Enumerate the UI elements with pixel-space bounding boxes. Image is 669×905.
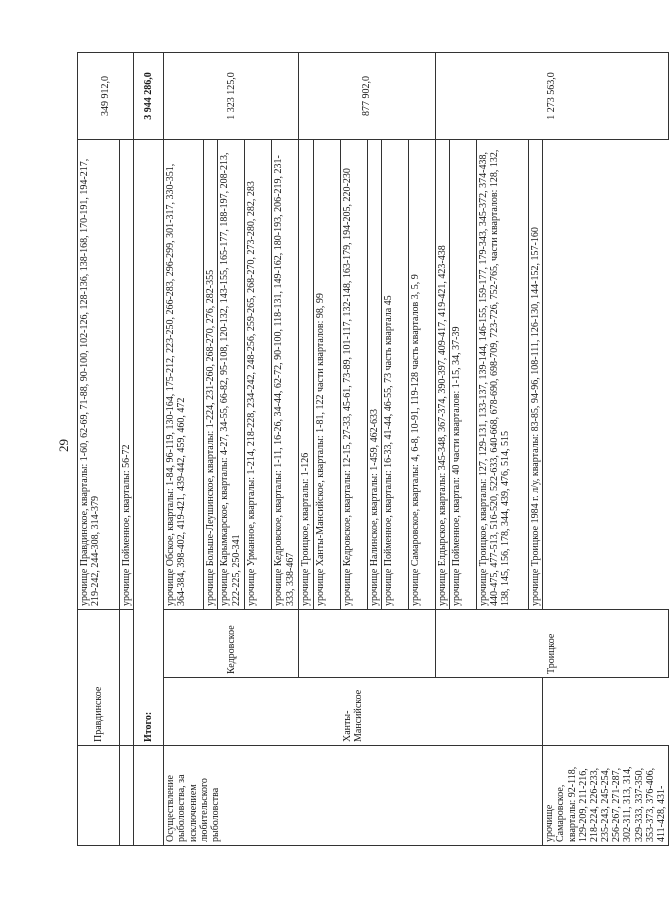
district-pravdinskoe: Правдинское (78, 610, 120, 746)
table-row (164, 53, 204, 846)
tract-cell: урочище Правдинское, кварталы: 1-60, 62-69, 71-88, 90-100, 102-126, 128-136, 138-168, 170-191, 194-217, 219-242, 244-308, 314-379 (78, 140, 120, 610)
empty-cell (78, 746, 120, 846)
area-value: 1 323 125,0 (164, 53, 299, 140)
district-troitskoe: Троицкое (435, 610, 668, 678)
rotated-table-area (77, 53, 667, 846)
area-value: 1 273 563,0 (435, 53, 668, 140)
tract-cell: урочище Кедровское, кварталы: 12-15, 27-33, 45-61, 73-89, 101-117, 132-148, 163-179, 194-205, 220-230 (340, 140, 367, 610)
table-row (78, 53, 120, 846)
tract-cell: урочище Больше-Леушинское, кварталы: 1-224, 231-260, 268-270, 276, 282-355 (204, 140, 218, 610)
municipality-khanty-mansiysky: Ханты-Мансийское (164, 678, 543, 746)
tract-cell: урочище Карымкарское, кварталы: 4-27, 34-55, 66-82, 95-108, 120-132, 143-155, 165-177, 188-197, 208-213, 222-225, 250-341 (218, 140, 245, 610)
empty-cell (120, 610, 134, 746)
tract-cell: урочище Пойменное, кварталы: 56-72 (120, 140, 134, 610)
table-row (120, 53, 134, 846)
tract-cell: урочище Самаровское, кварталы: 4, 6-8, 10-91, 119-128 часть кварталов 3, 5, 9 (408, 140, 435, 610)
tract-cell: урочище Троицкое, кварталы: 127, 129-131, 133-137, 139-144, 146-155, 159-177, 179-343, 345-372, 374-438, 440-475, 477-513, 516-520, 522-633, 640-668, 678-690, 698-709, 723-726, 752-765, части кварталов: 128, 132, 138, 145, 156, 178, 344, 439, 476, 514, 515 (476, 140, 528, 610)
tract-cell: урочище Пойменное, кварталы: 16-33, 41-44, 46-55, 73 часть квартала 45 (381, 140, 408, 610)
fishing-areas-table (77, 52, 669, 846)
empty-cell (120, 746, 134, 846)
district-blank (299, 610, 435, 678)
tract-cell: урочище Ханты-Мансийское, кварталы: 1-81, 122 части кварталов: 98, 99 (313, 140, 340, 610)
tract-cell: урочище Самаровское, кварталы: 92-118, 129-209, 211-216, 218-224, 226-233, 235-243, 245-254, 256-267, 271-287, 302-311, 313, 314, 329-333, 337-350, 353-373, 376-406, 411-428, 431- (543, 746, 669, 846)
tract-cell: урочище Елдырское, кварталы: 345-348, 367-374, 390-397, 409-417, 419-421, 423-438 (435, 140, 449, 610)
activity-type: Осуществление рыболовства, за исключением любительского рыболовства (164, 746, 543, 846)
tract-cell: урочище Пойменное, квартал: 40 части кварталов: 1-15, 34, 37-39 (449, 140, 476, 610)
total-label: Итого: (134, 140, 164, 746)
page-number: 29 (56, 439, 71, 452)
empty-cell (134, 746, 164, 846)
tract-cell: урочище Обское, кварталы: 1-84, 96-119, 130-164, 175-212, 223-250, 266-283, 296-299, 301-317, 330-351, 364-384, 398-402, 419-421, 439-442, 459, 460, 472 (164, 140, 204, 610)
total-value: 3 944 286,0 (134, 53, 164, 140)
tract-cell: урочище Урманное, кварталы: 1-214, 218-228, 234-242, 248-256, 259-265, 268-270, 273-280, 282, 283 (245, 140, 272, 610)
area-value: 877 902,0 (299, 53, 435, 140)
tract-cell: урочище Троицкое 1984 г. л/у, кварталы: 83-85, 94-96, 108-111, 126-130, 144-152, 157-160 (528, 140, 542, 610)
tract-cell: урочище Троицкое, кварталы: 1-126 (299, 140, 313, 610)
table-row (543, 53, 669, 846)
district-kedrovskoe: Кедровское (164, 610, 299, 678)
area-value: 349 912,0 (78, 53, 134, 140)
table-row (134, 53, 164, 846)
tract-cell: урочище Налинское, кварталы: 1-459, 462-633 (367, 140, 381, 610)
tract-cell: урочище Кедровское, кварталы: 1-11, 16-26, 34-44, 62-72, 90-100, 118-131, 149-162, 180-193, 206-219, 231-333, 338-467 (272, 140, 299, 610)
